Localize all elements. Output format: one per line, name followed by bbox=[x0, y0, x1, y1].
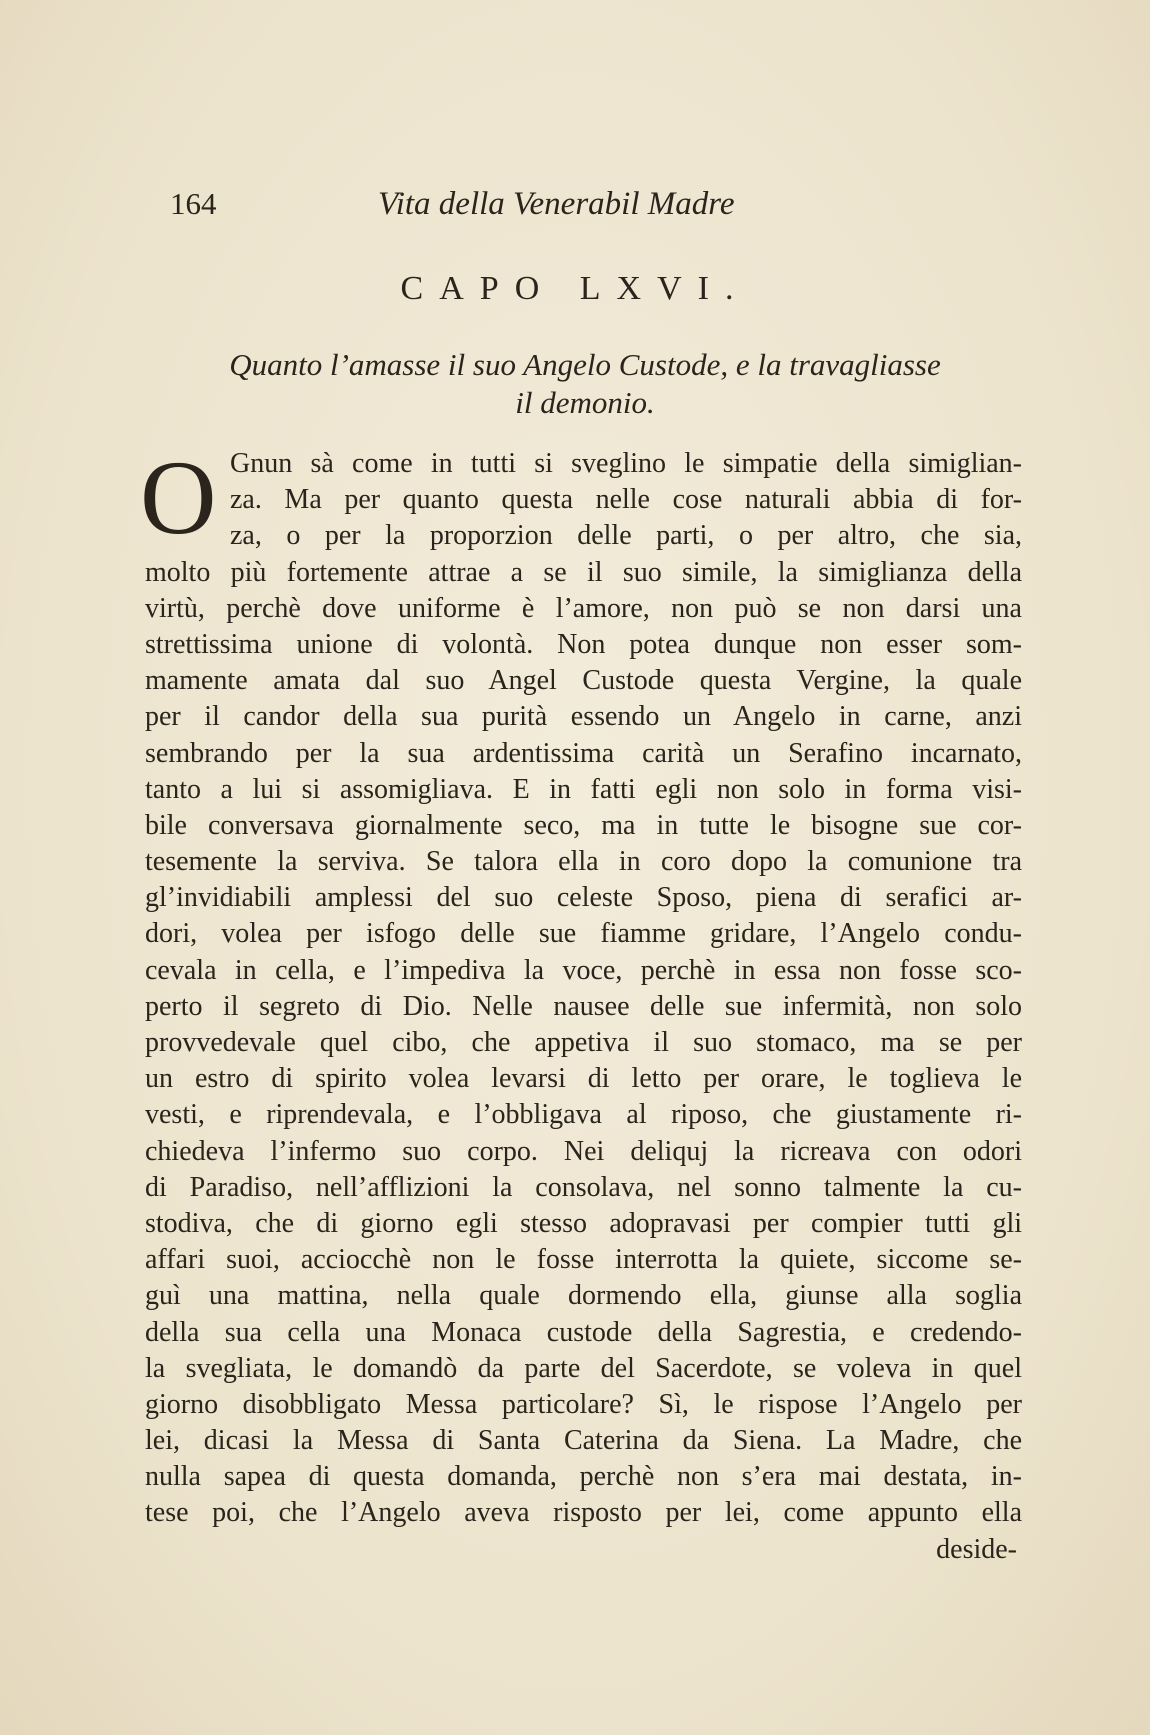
text-line: dori, volea per isfogo delle sue fiamme gridare, l’Angelo condu- bbox=[145, 918, 1022, 950]
text-line: la svegliata, le domandò da parte del Sacerdote, se voleva in quel bbox=[145, 1352, 1022, 1384]
text-line: bile conversava giornalmente seco, ma in tutte le bisogne sue cor- bbox=[145, 809, 1022, 841]
text-line: affari suoi, acciocchè non le fosse interrotta la quiete, siccome se- bbox=[145, 1244, 1022, 1276]
text-line: chiedeva l’infermo suo corpo. Nei deliquj la ricreava con odori bbox=[145, 1135, 1022, 1167]
text-line: lei, dicasi la Messa di Santa Caterina da Siena. La Madre, che bbox=[145, 1425, 1022, 1457]
text-line: un estro di spirito volea levarsi di letto per orare, le toglieva le bbox=[145, 1063, 1022, 1095]
text-line: tesemente la serviva. Se talora ella in coro dopo la comunione tra bbox=[145, 846, 1022, 878]
text-line: za, o per la proporzion delle parti, o per altro, che sia, bbox=[230, 520, 1022, 552]
text-line: Gnun sà come in tutti si sveglino le simpatie della simiglian- bbox=[230, 448, 1022, 479]
subtitle-line: Quanto l’amasse il suo Angelo Custode, e la travagliasse bbox=[229, 347, 941, 382]
text-line: sembrando per la sua ardentissima carità un Serafino incarnato, bbox=[145, 737, 1022, 769]
text-line: stodiva, che di giorno egli stesso adopravasi per compier tutti gli bbox=[145, 1207, 1022, 1239]
body-text bbox=[145, 446, 1022, 1568]
text-line: vesti, e riprendevala, e l’obbligava al riposo, che giustamente ri- bbox=[145, 1099, 1022, 1131]
text-line: tanto a lui si assomigliava. E in fatti egli non solo in forma visi- bbox=[145, 773, 1022, 805]
catchword: deside- bbox=[936, 1533, 1017, 1565]
text-line: za. Ma per quanto questa nelle cose naturali abbia di for- bbox=[230, 484, 1022, 516]
text-line: di Paradiso, nell’afflizioni la consolava, nel sonno talmente la cu- bbox=[145, 1171, 1022, 1203]
text-line: cevala in cella, e l’impediva la voce, perchè in essa non fosse sco- bbox=[145, 954, 1022, 986]
text-line: gl’invidiabili amplessi del suo celeste Sposo, piena di serafici ar- bbox=[145, 882, 1022, 914]
page-header bbox=[140, 186, 1020, 236]
text-line: guì una mattina, nella quale dormendo ella, giunse alla soglia bbox=[145, 1280, 1022, 1312]
text-line: provvedevale quel cibo, che appetiva il suo stomaco, ma se per bbox=[145, 1027, 1022, 1058]
text-line: perto il segreto di Dio. Nelle nausee delle sue infermità, non solo bbox=[145, 990, 1022, 1022]
running-title: Vita della Venerabil Madre bbox=[378, 186, 735, 222]
text-line: tese poi, che l’Angelo aveva risposto per lei, come appunto ella bbox=[145, 1497, 1022, 1529]
text-line: giorno disobbligato Messa particolare? Sì, le rispose l’Angelo per bbox=[145, 1388, 1022, 1420]
text-line: nulla sapea di questa domanda, perchè non s’era mai destata, in- bbox=[145, 1461, 1022, 1493]
text-line: della sua cella una Monaca custode della Sagrestia, e credendo- bbox=[145, 1316, 1022, 1348]
drop-cap: O bbox=[140, 439, 217, 556]
text-line: virtù, perchè dove uniforme è l’amore, non può se non darsi una bbox=[145, 592, 1022, 624]
chapter-subtitle bbox=[145, 346, 1025, 422]
subtitle-line: il demonio. bbox=[515, 385, 655, 420]
text-line: mamente amata dal suo Angel Custode questa Vergine, la quale bbox=[145, 665, 1022, 697]
text-line: per il candor della sua purità essendo un Angelo in carne, anzi bbox=[145, 701, 1022, 733]
page-number: 164 bbox=[170, 186, 217, 221]
chapter-heading: CAPO LXVI. bbox=[400, 270, 750, 307]
text-line: molto più fortemente attrae a se il suo simile, la simiglianza della bbox=[145, 556, 1022, 588]
text-line: strettissima unione di volontà. Non potea dunque non esser som- bbox=[145, 628, 1022, 660]
